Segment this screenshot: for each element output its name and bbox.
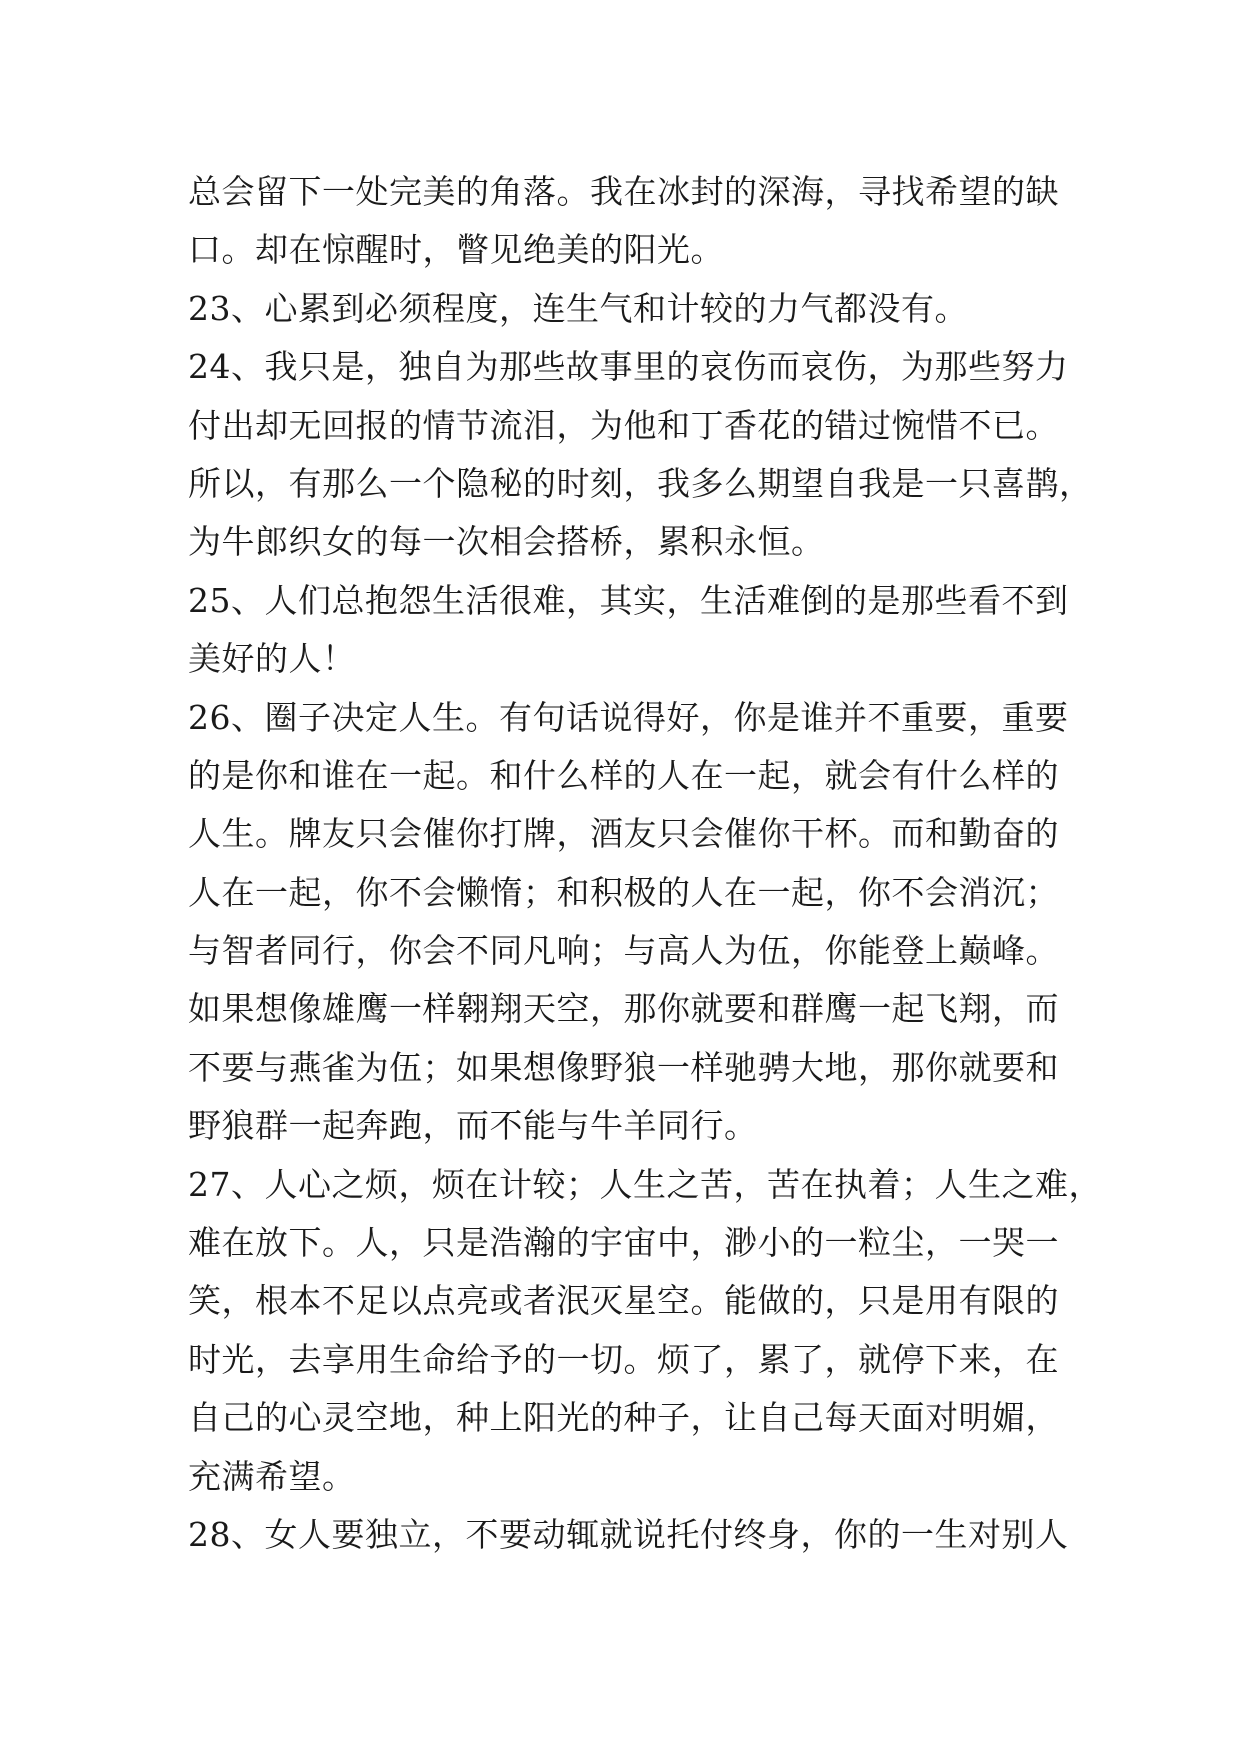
text-line: 口。却在惊醒时，瞥见绝美的阳光。 [188, 230, 724, 270]
text-line: 充满希望。 [188, 1456, 356, 1496]
text-line: 美好的人！ [188, 639, 356, 679]
text-line: 笑，根本不足以点亮或者泯灭星空。能做的，只是用有限的 [188, 1281, 1059, 1321]
text-line: 25、人们总抱怨生活很难，其实，生活难倒的是那些看不到 [188, 580, 1069, 620]
text-line: 的是你和谁在一起。和什么样的人在一起，就会有什么样的 [188, 755, 1059, 795]
text-line: 野狼群一起奔跑，而不能与牛羊同行。 [188, 1106, 758, 1146]
text-line: 为牛郎织女的每一次相会搭桥，累积永恒。 [188, 522, 825, 562]
text-line: 26、圈子决定人生。有句话说得好，你是谁并不重要，重要 [188, 697, 1069, 737]
text-line: 付出却无回报的情节流泪，为他和丁香花的错过惋惜不已。 [188, 405, 1059, 445]
text-line: 所以，有那么一个隐秘的时刻，我多么期望自我是一只喜鹊， [188, 463, 1093, 503]
text-line: 与智者同行，你会不同凡响；与高人为伍，你能登上巅峰。 [188, 931, 1059, 971]
text-line: 23、心累到必须程度，连生气和计较的力气都没有。 [188, 288, 968, 328]
text-line: 28、女人要独立，不要动辄就说托付终身，你的一生对别人 [188, 1514, 1069, 1554]
text-line: 27、人心之烦，烦在计较；人生之苦，苦在执着；人生之难， [188, 1164, 1102, 1204]
text-line: 人生。牌友只会催你打牌，酒友只会催你干杯。而和勤奋的 [188, 814, 1059, 854]
text-line: 人在一起，你不会懒惰；和积极的人在一起，你不会消沉； [188, 872, 1059, 912]
text-line: 时光，去享用生命给予的一切。烦了，累了，就停下来，在 [188, 1339, 1059, 1379]
text-line: 自己的心灵空地，种上阳光的种子，让自己每天面对明媚， [188, 1398, 1059, 1438]
text-line: 不要与燕雀为伍；如果想像野狼一样驰骋大地，那你就要和 [188, 1047, 1059, 1087]
text-line: 24、我只是，独自为那些故事里的哀伤而哀伤，为那些努力 [188, 347, 1069, 387]
text-line: 如果想像雄鹰一样翱翔天空，那你就要和群鹰一起飞翔，而 [188, 989, 1059, 1029]
text-line: 总会留下一处完美的角落。我在冰封的深海，寻找希望的缺 [188, 172, 1059, 211]
text-line: 难在放下。人，只是浩瀚的宇宙中，渺小的一粒尘，一哭一 [188, 1223, 1059, 1263]
document-body [188, 163, 1102, 1564]
